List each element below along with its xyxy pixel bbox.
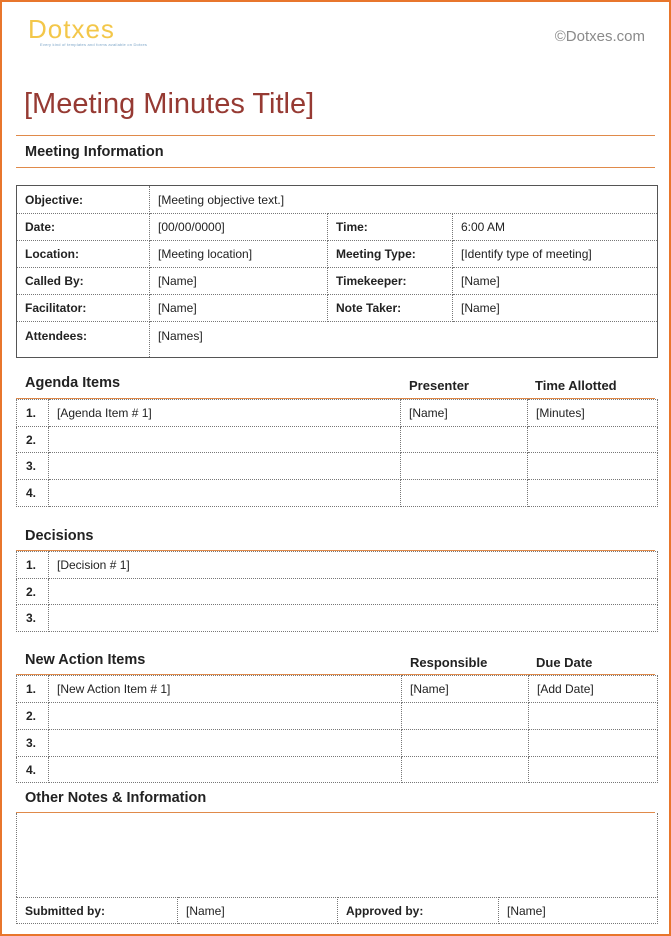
agenda-time[interactable] bbox=[528, 427, 658, 453]
table-row bbox=[17, 400, 658, 427]
calledby-timekeeper-row bbox=[17, 268, 658, 295]
rule-top bbox=[16, 135, 655, 136]
agenda-item[interactable]: [Agenda Item # 1] bbox=[49, 400, 401, 427]
action-responsible[interactable] bbox=[402, 730, 529, 757]
attendees-row bbox=[17, 322, 658, 358]
attendees-label: Attendees: bbox=[17, 322, 150, 358]
facilitator-value[interactable]: [Name] bbox=[150, 295, 328, 322]
table-row bbox=[17, 453, 658, 480]
action-due[interactable] bbox=[529, 757, 658, 783]
agenda-time[interactable] bbox=[528, 480, 658, 507]
date-value[interactable]: [00/00/0000] bbox=[150, 214, 328, 241]
decisions-heading: Decisions bbox=[25, 528, 94, 544]
agenda-presenter[interactable]: [Name] bbox=[401, 400, 528, 427]
meeting-info-heading: Meeting Information bbox=[25, 144, 164, 160]
objective-row bbox=[17, 186, 658, 214]
called-by-value[interactable]: [Name] bbox=[150, 268, 328, 295]
notes-heading: Other Notes & Information bbox=[25, 790, 207, 806]
notes-area[interactable] bbox=[16, 813, 658, 897]
agenda-presenter[interactable] bbox=[401, 427, 528, 453]
agenda-time[interactable]: [Minutes] bbox=[528, 400, 658, 427]
agenda-presenter[interactable] bbox=[401, 453, 528, 480]
table-row bbox=[17, 757, 658, 783]
timekeeper-value[interactable]: [Name] bbox=[453, 268, 658, 295]
agenda-heading: Agenda Items bbox=[25, 375, 121, 391]
action-due[interactable] bbox=[529, 730, 658, 757]
document-title[interactable]: [Meeting Minutes Title] bbox=[24, 88, 315, 120]
decision-item[interactable] bbox=[49, 579, 658, 605]
agenda-item[interactable] bbox=[49, 427, 401, 453]
note-taker-value[interactable]: [Name] bbox=[453, 295, 658, 322]
copyright-watermark: ©Dotxes.com bbox=[554, 28, 645, 45]
submitted-by-value[interactable]: [Name] bbox=[178, 898, 338, 924]
signature-table bbox=[16, 897, 658, 924]
decision-num: 1. bbox=[17, 552, 49, 579]
date-label: Date: bbox=[17, 214, 150, 241]
action-num: 2. bbox=[17, 703, 49, 730]
location-value[interactable]: [Meeting location] bbox=[150, 241, 328, 268]
action-responsible[interactable] bbox=[402, 703, 529, 730]
agenda-item[interactable] bbox=[49, 453, 401, 480]
table-row bbox=[17, 703, 658, 730]
agenda-time[interactable] bbox=[528, 453, 658, 480]
agenda-presenter[interactable] bbox=[401, 480, 528, 507]
facilitator-notetaker-row bbox=[17, 295, 658, 322]
table-row bbox=[17, 730, 658, 757]
timekeeper-label: Timekeeper: bbox=[328, 268, 453, 295]
action-num: 1. bbox=[17, 676, 49, 703]
decision-num: 3. bbox=[17, 605, 49, 632]
meeting-type-label: Meeting Type: bbox=[328, 241, 453, 268]
decision-item[interactable]: [Decision # 1] bbox=[49, 552, 658, 579]
submitted-by-label: Submitted by: bbox=[17, 898, 178, 924]
meeting-type-value[interactable]: [Identify type of meeting] bbox=[453, 241, 658, 268]
action-responsible[interactable] bbox=[402, 757, 529, 783]
agenda-num: 4. bbox=[17, 480, 49, 507]
called-by-label: Called By: bbox=[17, 268, 150, 295]
decision-item[interactable] bbox=[49, 605, 658, 632]
action-col-due: Due Date bbox=[536, 655, 593, 670]
action-item[interactable] bbox=[49, 703, 402, 730]
agenda-num: 1. bbox=[17, 400, 49, 427]
table-row bbox=[17, 552, 658, 579]
signature-row bbox=[17, 898, 658, 924]
action-num: 4. bbox=[17, 757, 49, 783]
action-due[interactable]: [Add Date] bbox=[529, 676, 658, 703]
meeting-info-table bbox=[16, 185, 658, 358]
action-due[interactable] bbox=[529, 703, 658, 730]
agenda-num: 2. bbox=[17, 427, 49, 453]
date-time-row bbox=[17, 214, 658, 241]
action-items-table bbox=[16, 675, 658, 783]
action-col-responsible: Responsible bbox=[410, 655, 488, 670]
location-label: Location: bbox=[17, 241, 150, 268]
action-items-heading: New Action Items bbox=[25, 652, 146, 668]
action-num: 3. bbox=[17, 730, 49, 757]
time-label: Time: bbox=[328, 214, 453, 241]
table-row bbox=[17, 579, 658, 605]
decisions-table bbox=[16, 551, 658, 632]
facilitator-label: Facilitator: bbox=[17, 295, 150, 322]
approved-by-label: Approved by: bbox=[338, 898, 499, 924]
rule-meeting-info bbox=[16, 167, 655, 168]
dotxes-logo: Dotxes bbox=[28, 14, 115, 44]
approved-by-value[interactable]: [Name] bbox=[499, 898, 658, 924]
objective-value[interactable]: [Meeting objective text.] bbox=[150, 186, 658, 214]
location-type-row bbox=[17, 241, 658, 268]
logo-tagline: Every kind of templates and forms available on Dotxes bbox=[40, 42, 148, 47]
agenda-col-presenter: Presenter bbox=[409, 378, 469, 393]
table-row bbox=[17, 480, 658, 507]
action-item[interactable] bbox=[49, 757, 402, 783]
action-item[interactable] bbox=[49, 730, 402, 757]
table-row bbox=[17, 676, 658, 703]
action-item[interactable]: [New Action Item # 1] bbox=[49, 676, 402, 703]
note-taker-label: Note Taker: bbox=[328, 295, 453, 322]
table-row bbox=[17, 605, 658, 632]
agenda-table bbox=[16, 399, 658, 507]
objective-label: Objective: bbox=[17, 186, 150, 214]
time-value[interactable]: 6:00 AM bbox=[453, 214, 658, 241]
action-responsible[interactable]: [Name] bbox=[402, 676, 529, 703]
decision-num: 2. bbox=[17, 579, 49, 605]
table-row bbox=[17, 427, 658, 453]
agenda-item[interactable] bbox=[49, 480, 401, 507]
agenda-num: 3. bbox=[17, 453, 49, 480]
agenda-col-time: Time Allotted bbox=[535, 378, 617, 393]
attendees-value[interactable]: [Names] bbox=[150, 322, 658, 358]
